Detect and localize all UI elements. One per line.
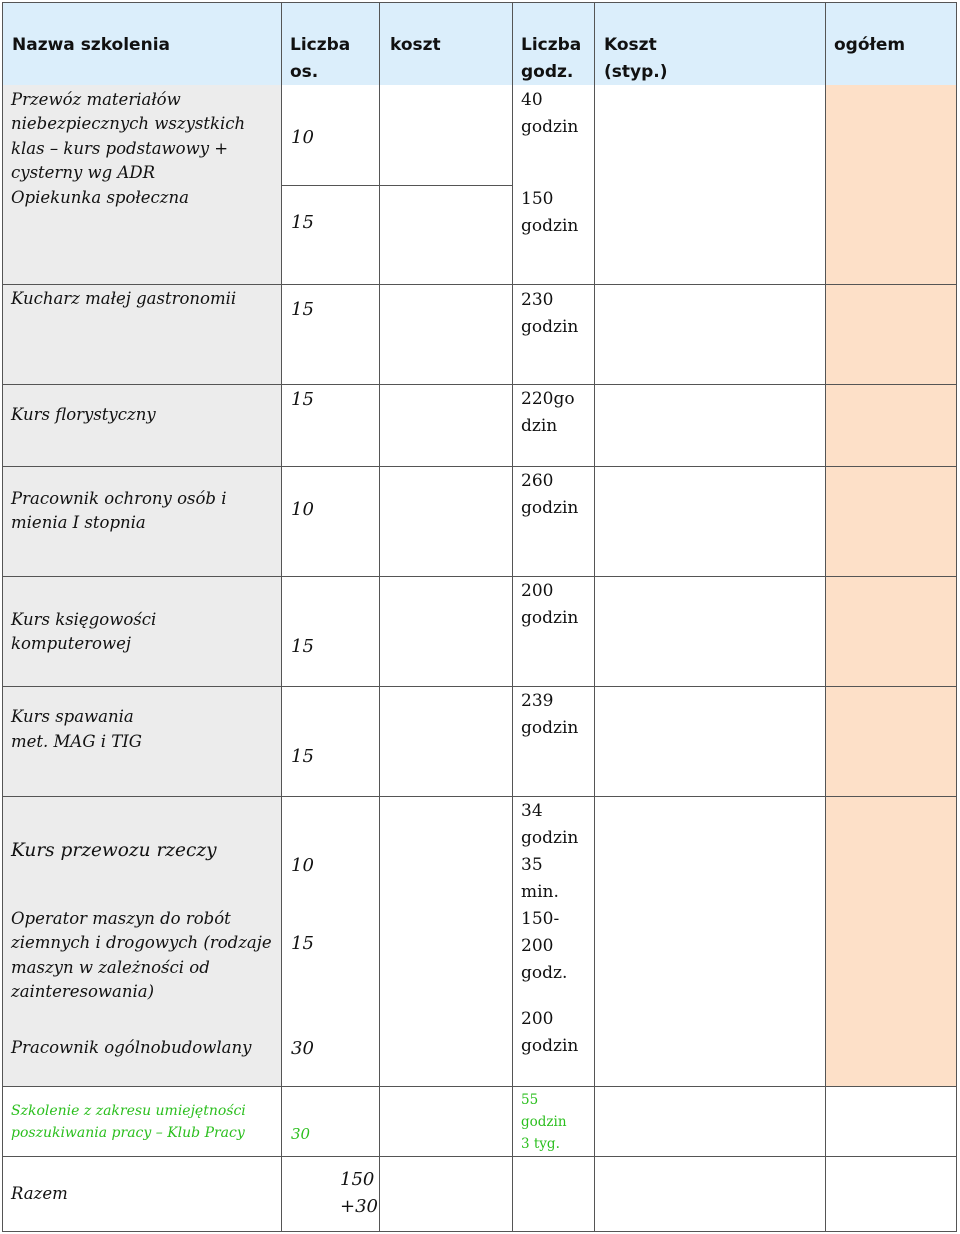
grid-line xyxy=(281,185,513,186)
persons-count: 15 xyxy=(291,299,314,320)
hours-count: dzin xyxy=(521,416,558,436)
training-name: Kucharz małej gastronomii xyxy=(11,289,237,308)
header-unit-cost: (styp.) xyxy=(604,62,668,82)
persons-count: 10 xyxy=(291,127,314,148)
training-name: Przewóz materiałów xyxy=(11,90,181,109)
grid-line xyxy=(2,1156,957,1157)
grid-line xyxy=(956,2,957,1231)
hours-count: godz. xyxy=(521,963,568,983)
training-name: klas – kurs podstawowy + xyxy=(11,139,229,158)
persons-count: 30 xyxy=(291,1125,311,1143)
persons-count: 15 xyxy=(291,746,314,767)
grid-line xyxy=(2,576,957,577)
hours-count: 150 xyxy=(521,189,554,209)
hours-count: godzin xyxy=(521,608,579,628)
persons-count: 30 xyxy=(291,1038,314,1059)
persons-count: 15 xyxy=(291,636,314,657)
training-name: Operator maszyn do robót xyxy=(11,909,231,928)
persons-count: 15 xyxy=(291,389,314,410)
grid-line xyxy=(379,2,380,1231)
grid-line xyxy=(281,2,282,1231)
grid-line xyxy=(594,2,595,1231)
training-name: niebezpiecznych wszystkich xyxy=(11,114,246,133)
training-name: zainteresowania) xyxy=(11,982,155,1001)
hours-count: godzin xyxy=(521,1114,567,1130)
grid-line xyxy=(825,2,826,1231)
hours-count: godzin xyxy=(521,498,579,518)
training-name: Kurs florystyczny xyxy=(11,405,156,424)
total-label: Razem xyxy=(11,1184,68,1203)
training-name: Pracownik ochrony osób i xyxy=(11,489,227,508)
training-name: Pracownik ogólnobudowlany xyxy=(11,1038,252,1057)
hours-count: 220go xyxy=(521,389,575,409)
training-name: cysterny wg ADR xyxy=(11,163,156,182)
hours-count: godzin xyxy=(521,216,579,236)
hours-count: 200 xyxy=(521,1009,554,1029)
hours-count: godzin xyxy=(521,718,579,738)
hours-count: 200 xyxy=(521,936,554,956)
grid-line xyxy=(2,466,957,467)
hours-count: 55 xyxy=(521,1092,539,1108)
hours-count: godzin xyxy=(521,317,579,337)
training-name: mienia I stopnia xyxy=(11,513,146,532)
header-hours: Liczba xyxy=(521,35,582,55)
header-persons: Liczba xyxy=(290,35,351,55)
persons-count: 15 xyxy=(291,212,314,233)
header-hours: godz. xyxy=(521,62,574,82)
training-name: Kurs księgowości xyxy=(11,610,157,629)
training-name: met. MAG i TIG xyxy=(11,732,142,751)
hours-count: 230 xyxy=(521,290,554,310)
training-name: komputerowej xyxy=(11,634,131,653)
hours-count: 40 xyxy=(521,90,543,110)
header-total: ogółem xyxy=(834,35,906,55)
training-name: Kurs spawania xyxy=(11,707,134,726)
grid-line xyxy=(2,796,957,797)
persons-count: 10 xyxy=(291,499,314,520)
grid-line xyxy=(2,2,3,1231)
header-cost: koszt xyxy=(390,35,441,55)
hours-count: 239 xyxy=(521,691,554,711)
header-unit-cost: Koszt xyxy=(604,35,657,55)
training-name: maszyn w zależności od xyxy=(11,958,210,977)
persons-count: 10 xyxy=(291,855,314,876)
training-name: Szkolenie z zakresu umiejętności xyxy=(11,1103,246,1119)
hours-count: godzin xyxy=(521,1036,579,1056)
training-name: poszukiwania pracy – Klub Pracy xyxy=(11,1125,245,1141)
hours-count: 35 xyxy=(521,855,543,875)
training-name: Kurs przewozu rzeczy xyxy=(11,840,217,861)
hours-count: 150- xyxy=(521,909,560,929)
hours-count: 34 xyxy=(521,801,543,821)
total-persons: +30 xyxy=(340,1196,378,1217)
grid-line xyxy=(2,1086,957,1087)
header-name: Nazwa szkolenia xyxy=(12,35,170,55)
grid-line xyxy=(2,284,957,285)
hours-count: 200 xyxy=(521,581,554,601)
hours-count: godzin xyxy=(521,117,579,137)
training-name: ziemnych i drogowych (rodzaje xyxy=(11,933,272,952)
hours-count: 3 tyg. xyxy=(521,1136,560,1152)
header-persons: os. xyxy=(290,62,319,82)
hours-count: min. xyxy=(521,882,559,902)
grid-line xyxy=(512,2,513,1231)
total-column-background xyxy=(825,85,956,1086)
hours-count: 260 xyxy=(521,471,554,491)
training-name: Opiekunka społeczna xyxy=(11,188,189,207)
grid-line xyxy=(2,2,957,3)
persons-count: 15 xyxy=(291,933,314,954)
hours-count: godzin xyxy=(521,828,579,848)
total-persons: 150 xyxy=(340,1169,375,1190)
grid-line xyxy=(2,1231,957,1232)
grid-line xyxy=(2,686,957,687)
grid-line xyxy=(2,384,957,385)
